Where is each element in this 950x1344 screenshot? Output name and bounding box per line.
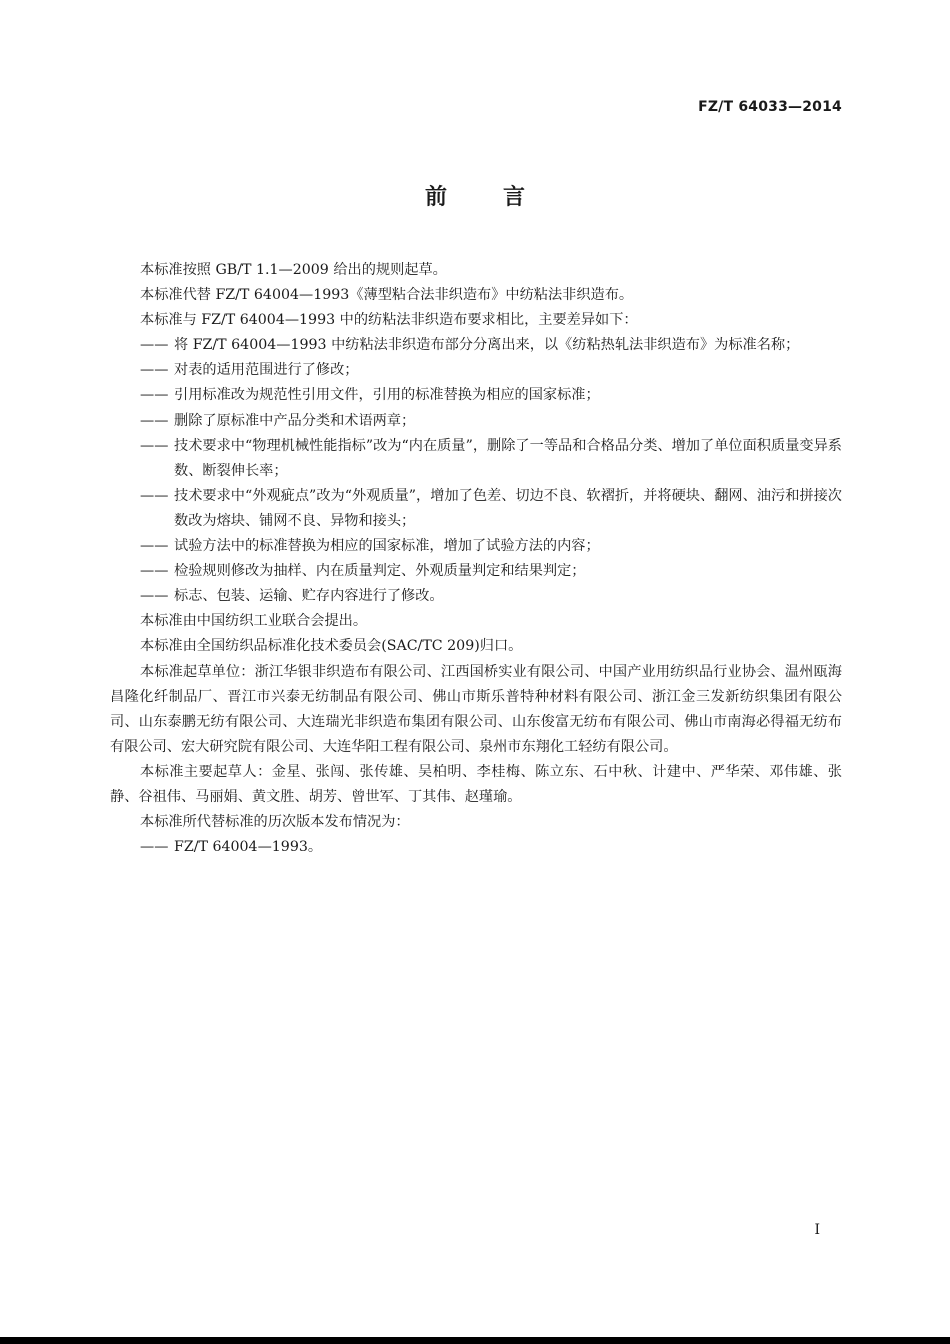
page-number: I [814, 1222, 820, 1238]
dash-mark: —— [140, 437, 169, 454]
change-item [110, 333, 842, 358]
paragraph: 本标准代替 FZ/T 64004—1993《薄型粘合法非织造布》中纺粘法非织造布。 [140, 287, 634, 304]
standard-code: FZ/T 64033—2014 [698, 99, 842, 115]
bottom-bar [0, 1337, 950, 1344]
page-title [0, 180, 950, 211]
change-text: 技术要求中“外观疵点”改为“外观质量”，增加了色差、切边不良、软褶折，并将硬块、翻网、油污和拼接次数改为熔块、铺网不良、异物和接头； [174, 487, 842, 529]
history-item [110, 835, 842, 860]
change-text: 删除了原标准中产品分类和术语两章； [174, 412, 416, 429]
dash-mark: —— [140, 588, 169, 605]
title-char-2: 言 [503, 185, 526, 210]
change-text: 技术要求中“物理机械性能指标”改为“内在质量”，删除了一等品和合格品分类、增加了单位面积质量变异系数、断裂伸长率； [174, 437, 842, 479]
change-item [110, 409, 842, 434]
change-item [110, 559, 842, 584]
paragraph: 本标准由中国纺织工业联合会提出。 [140, 613, 368, 630]
document-body [110, 258, 842, 860]
history-text: FZ/T 64004—1993。 [174, 839, 323, 856]
drafting-units: 本标准起草单位：浙江华银非织造布有限公司、江西国桥实业有限公司、中国产业用纺织品行业协会、温州瓯海昌隆化纤制品厂、晋江市兴泰无纺制品有限公司、佛山市斯乐普特种材料有限公司、浙江金三发新纺织集团有限公司、山东泰鹏无纺有限公司、大连瑞光非织造布集团有限公司、山东俊富无纺布有限公司、佛山市南海必得福无纺布有限公司、宏大研究院有限公司、大连华阳工程有限公司、泉州市东翔化工轻纺有限公司。 [110, 663, 842, 755]
dash-mark: —— [140, 387, 169, 404]
paragraph: 本标准按照 GB/T 1.1—2009 给出的规则起草。 [140, 262, 447, 278]
change-text: 试验方法中的标准替换为相应的国家标准，增加了试验方法的内容； [174, 538, 600, 555]
change-item [110, 358, 842, 383]
dash-mark: —— [140, 412, 169, 429]
change-item [110, 484, 842, 534]
dash-mark: —— [140, 337, 169, 354]
change-text: 对表的适用范围进行了修改； [174, 362, 359, 379]
change-text: 标志、包装、运输、贮存内容进行了修改。 [174, 588, 444, 605]
dash-mark: —— [140, 538, 169, 555]
paragraph: 本标准由全国纺织品标准化技术委员会(SAC/TC 209)归口。 [140, 638, 523, 655]
dash-mark: —— [140, 487, 169, 504]
change-item [110, 383, 842, 408]
change-text: 将 FZ/T 64004—1993 中纺粘法非织造布部分分离出来，以《纺粘热轧法非织造布》为标准名称； [174, 337, 800, 354]
drafters: 本标准主要起草人：金星、张闯、张传雄、吴柏明、李桂梅、陈立东、石中秋、计建中、严华荣、邓伟雄、张静、谷祖伟、马丽娟、黄文胜、胡芳、曾世军、丁其伟、赵瑾瑜。 [110, 763, 842, 805]
change-item [110, 534, 842, 559]
dash-mark: —— [140, 563, 169, 580]
change-text: 引用标准改为规范性引用文件，引用的标准替换为相应的国家标准； [174, 387, 600, 404]
change-text: 检验规则修改为抽样、内在质量判定、外观质量判定和结果判定； [174, 563, 586, 580]
paragraph: 本标准所代替标准的历次版本发布情况为： [140, 814, 410, 831]
paragraph: 本标准与 FZ/T 64004—1993 中的纺粘法非织造布要求相比，主要差异如下： [140, 312, 638, 329]
dash-mark: —— [140, 839, 169, 856]
change-item [110, 584, 842, 609]
dash-mark: —— [140, 362, 169, 379]
change-item [110, 434, 842, 484]
title-char-1: 前 [424, 185, 447, 210]
